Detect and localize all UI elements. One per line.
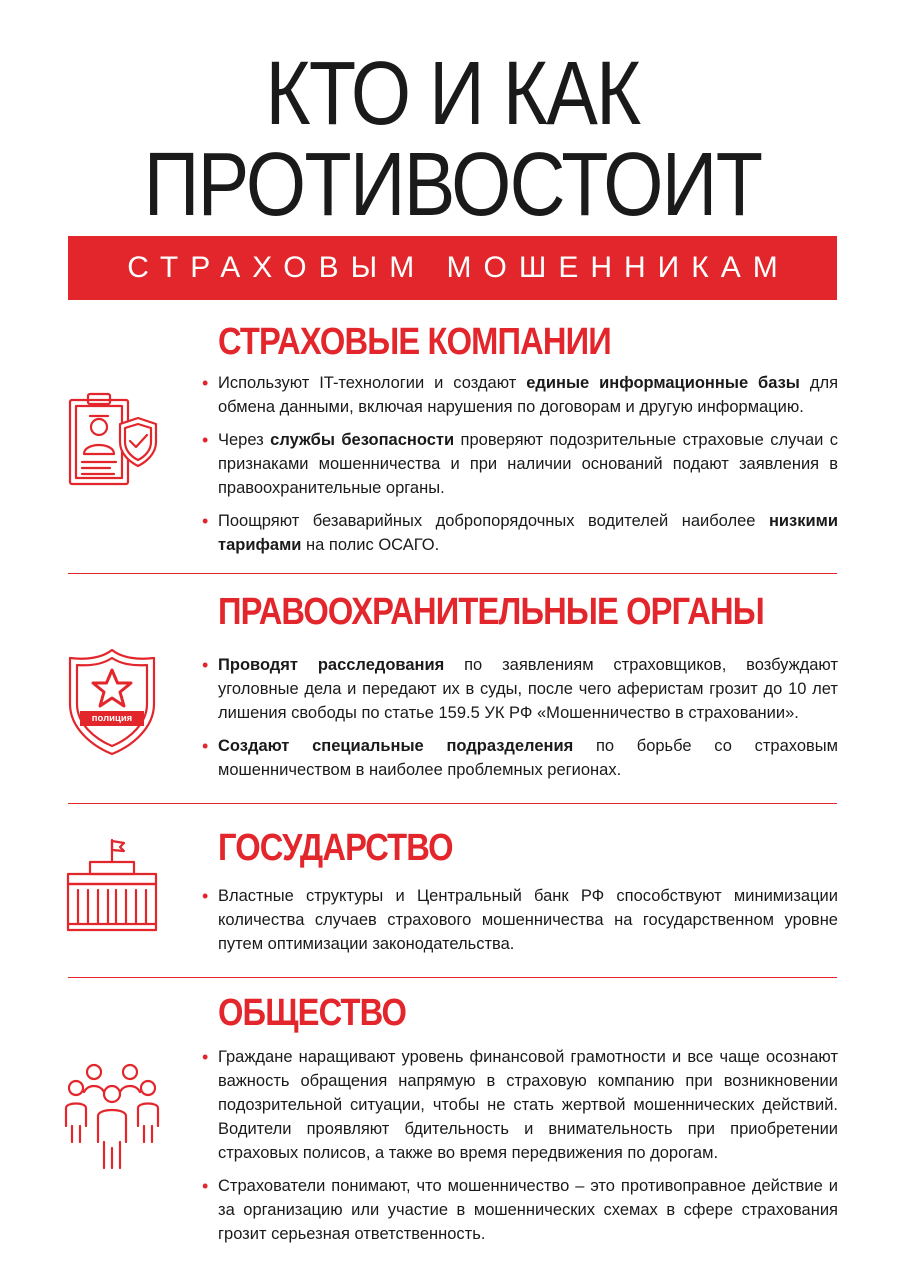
bullet-text: проверяют подозрительные страховые случаи с признаками мошенничества и при наличии оснований подают заявления в правоохранительные органы. — [218, 431, 838, 497]
section-title-state: ГОСУДАРСТВО — [218, 827, 453, 869]
government-building-icon — [64, 838, 160, 934]
bullet-text: Страхователи понимают, что мошенничество – это противоправное действие и за организацию или участие в мошеннических схемах в сфере страхования грозит серьезная ответственность. — [218, 1177, 838, 1243]
bullet-text: Граждане наращивают уровень финансовой грамотности и все чаще осознают важность обращения напрямую в страховую компанию при возникновении подозрительной ситуации, чтобы не стать жертвой мошеннических действий. Водители проявляют бдительность и внимательность при приобретении страховых полисов, а также во время передвижения по дорогам. — [218, 1048, 838, 1162]
insurers-bullet-1 — [218, 371, 838, 419]
insurers-bullet-3 — [218, 509, 838, 557]
page-title-line-1: КТО И КАК — [265, 44, 640, 144]
bullet-text: по заявлениям страховщиков, возбуждают уголовные дела и передают их в суды, после чего аферистам грозит до 10 лет лишения свободы по статье 159.5 УК РФ «Мошенничество в страховании». — [218, 656, 839, 722]
society-bullet-1 — [218, 1045, 838, 1165]
subtitle-banner — [68, 236, 837, 300]
bullet-text: Через — [218, 431, 271, 449]
section-divider-2 — [68, 803, 837, 804]
bullet-text-bold: низкими тарифами — [218, 512, 838, 554]
law-enforcement-bullet-2 — [218, 734, 838, 782]
bullet-text: Используют IT-технологии и создают — [218, 374, 527, 392]
law-enforcement-bullet-1 — [218, 653, 838, 725]
bullet-text-bold: Создают специальные подразделения — [218, 737, 574, 755]
subtitle-banner-text: СТРАХОВЫМ МОШЕННИКАМ — [127, 251, 790, 284]
bullet-text-bold: службы безопасности — [270, 431, 455, 449]
bullet-text: для обмена данными, включая нарушения по договорам и другую информацию. — [218, 374, 839, 416]
section-title-law-enforcement: ПРАВООХРАНИТЕЛЬНЫЕ ОРГАНЫ — [218, 591, 764, 633]
police-badge-icon — [64, 648, 160, 758]
section-divider-3 — [68, 977, 837, 978]
state-bullet-list — [218, 884, 838, 965]
document-shield-icon — [66, 392, 162, 488]
bullet-text-bold: единые информационные базы — [526, 374, 800, 392]
bullet-text: Властные структуры и Центральный банк РФ способствуют минимизации количества случаев страхового мошенничества на государственном уровне путем оптимизации законодательства. — [218, 887, 838, 953]
bullet-text-bold: Проводят расследования — [218, 656, 445, 674]
bullet-text: по борьбе со страховым мошенничеством в наиболее проблемных регионах. — [218, 737, 838, 779]
state-bullet-1 — [218, 884, 838, 956]
society-bullet-2 — [218, 1174, 838, 1246]
insurers-bullet-list — [218, 371, 838, 566]
law-enforcement-bullet-list — [218, 653, 838, 791]
society-bullet-list — [218, 1045, 838, 1255]
section-title-insurers: СТРАХОВЫЕ КОМПАНИИ — [218, 321, 611, 363]
insurers-bullet-2 — [218, 428, 838, 500]
section-divider-1 — [68, 573, 837, 574]
people-group-icon — [64, 1062, 160, 1172]
bullet-text: Поощряют безаварийных добропорядочных водителей наиболее — [218, 512, 769, 530]
police-badge-label: полиция — [91, 713, 133, 724]
bullet-text: на полис ОСАГО. — [301, 536, 440, 554]
page-title-line-2: ПРОТИВОСТОИТ — [143, 135, 762, 235]
section-title-society: ОБЩЕСТВО — [218, 992, 407, 1034]
